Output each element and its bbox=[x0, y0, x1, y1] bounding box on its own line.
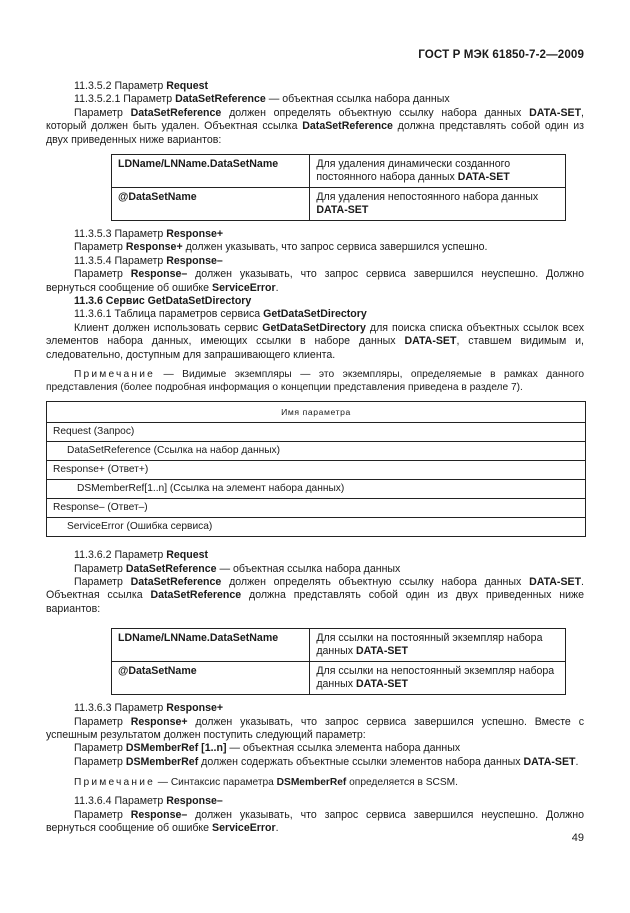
clause-11-3-6-2: 11.3.6.2 Параметр Request bbox=[74, 549, 209, 562]
paragraph-response-minus-2: Параметр Response– должен указывать, что запрос сервиса завершился неуспешно. Должно вернуться сообщение об ошибке ServiceError. bbox=[46, 808, 584, 834]
table-cell-name: LDName/LNName.DataSetName bbox=[112, 629, 310, 662]
table-cell-name: @DataSetName bbox=[112, 662, 310, 695]
table-cell-desc: Для удаления динамически созданного постоянного набора данных DATA-SET bbox=[310, 155, 566, 188]
table-row bbox=[47, 423, 586, 442]
clause-11-3-5-4: 11.3.5.4 Параметр Response– bbox=[74, 254, 223, 267]
page-number: 49 bbox=[571, 832, 584, 844]
param-response-plus: Response+ (Ответ+) bbox=[47, 461, 586, 480]
table-row bbox=[47, 518, 586, 537]
table-cell-name: LDName/LNName.DataSetName bbox=[112, 155, 310, 188]
table-header-row bbox=[47, 402, 586, 423]
paragraph-response-plus-2: Параметр Response+ должен указывать, что запрос сервиса завершился успешно. Вместе с успешным результатом должен поступить следующий параметр: bbox=[46, 715, 584, 741]
reference-variants-table-2 bbox=[111, 628, 566, 695]
section-heading-11-3-6: 11.3.6 Сервис GetDataSetDirectory bbox=[74, 295, 252, 308]
table-cell-desc: Для ссылки на постоянный экземпляр набора данных DATA-SET bbox=[310, 629, 566, 662]
table-row bbox=[112, 188, 566, 221]
param-dsmemberref: DSMemberRef[1..n] (Ссылка на элемент набора данных) bbox=[47, 480, 586, 499]
paragraph-dataset-reference-def: Параметр DataSetReference — объектная ссылка набора данных bbox=[74, 562, 401, 575]
table-cell-desc: Для ссылки на непостоянный экземпляр набора данных DATA-SET bbox=[310, 662, 566, 695]
table-row bbox=[112, 629, 566, 662]
note-visible-instances: Примечание — Видимые экземпляры — это экземпляры, определяемые в рамках данного представления (более подробная информация о концепции представления приведена в разделе 7). bbox=[46, 369, 584, 394]
param-response-minus: Response– (Ответ–) bbox=[47, 499, 586, 518]
document-header: ГОСТ Р МЭК 61850-7-2—2009 bbox=[418, 48, 584, 61]
table-row bbox=[47, 480, 586, 499]
param-dataset-reference: DataSetReference (Ссылка на набор данных) bbox=[47, 442, 586, 461]
clause-11-3-6-3: 11.3.6.3 Параметр Response+ bbox=[74, 702, 224, 715]
table-cell-desc: Для удаления непостоянного набора данных DATA-SET bbox=[310, 188, 566, 221]
note-label: Примечание bbox=[74, 369, 155, 381]
paragraph-dsmemberref-content: Параметр DSMemberRef должен содержать объектные ссылки элементов набора данных DATA-SET. bbox=[74, 755, 579, 768]
page-content bbox=[46, 80, 584, 835]
clause-11-3-5-3: 11.3.5.3 Параметр Response+ bbox=[74, 228, 224, 241]
paragraph-response-plus: Параметр Response+ должен указывать, что запрос сервиса завершился успешно. bbox=[74, 241, 488, 254]
parameter-table bbox=[46, 401, 586, 537]
clause-11-3-5-2-1: 11.3.5.2.1 Параметр DataSetReference — объектная ссылка набора данных bbox=[74, 93, 450, 106]
clause-11-3-5-2: 11.3.5.2 Параметр Request bbox=[74, 80, 209, 92]
table-row bbox=[112, 662, 566, 695]
paragraph-dataset-reference: Параметр DataSetReference должен определять объектную ссылку набора данных DATA-SET, который должен быть удален. Объектная ссылка DataSetReference должна представлять собой один из двух приведенных ниже вариантов: bbox=[46, 106, 584, 146]
note-dsmemberref-syntax: Примечание — Синтаксис параметра DSMemberRef определяется в SCSM. bbox=[74, 777, 458, 789]
table-row bbox=[47, 442, 586, 461]
clause-11-3-6-1: 11.3.6.1 Таблица параметров сервиса GetDataSetDirectory bbox=[74, 308, 367, 321]
table-header-cell: Имя параметра bbox=[47, 402, 586, 423]
param-service-error: ServiceError (Ошибка сервиса) bbox=[47, 518, 586, 537]
paragraph-client-usage: Клиент должен использовать сервис GetDataSetDirectory для поиска списка объектных ссылок всех элементов набора данных, имеющих ссылки в наборе данных DATA-SET, ставшем видимым и, следовательно, доступным для запрашивающего клиента. bbox=[46, 321, 585, 361]
param-request: Request (Запрос) bbox=[47, 423, 586, 442]
paragraph-response-minus: Параметр Response– должен указывать, что запрос сервиса завершился неуспешно. Должно вернуться сообщение об ошибке ServiceError. bbox=[46, 268, 584, 294]
clause-11-3-6-4: 11.3.6.4 Параметр Response– bbox=[74, 795, 223, 808]
table-row bbox=[47, 461, 586, 480]
table-row bbox=[47, 499, 586, 518]
table-row bbox=[112, 155, 566, 188]
note-label: Примечание bbox=[74, 777, 155, 789]
paragraph-dsmemberref-def: Параметр DSMemberRef [1..n] — объектная ссылка элемента набора данных bbox=[74, 742, 461, 755]
table-cell-name: @DataSetName bbox=[112, 188, 310, 221]
reference-variants-table-1 bbox=[111, 154, 566, 221]
paragraph-dataset-reference-variants: Параметр DataSetReference должен определять объектную ссылку набора данных DATA-SET. Объектная ссылка DataSetReference должна представлять собой один из двух приведенных ниже вариантов: bbox=[46, 575, 584, 615]
